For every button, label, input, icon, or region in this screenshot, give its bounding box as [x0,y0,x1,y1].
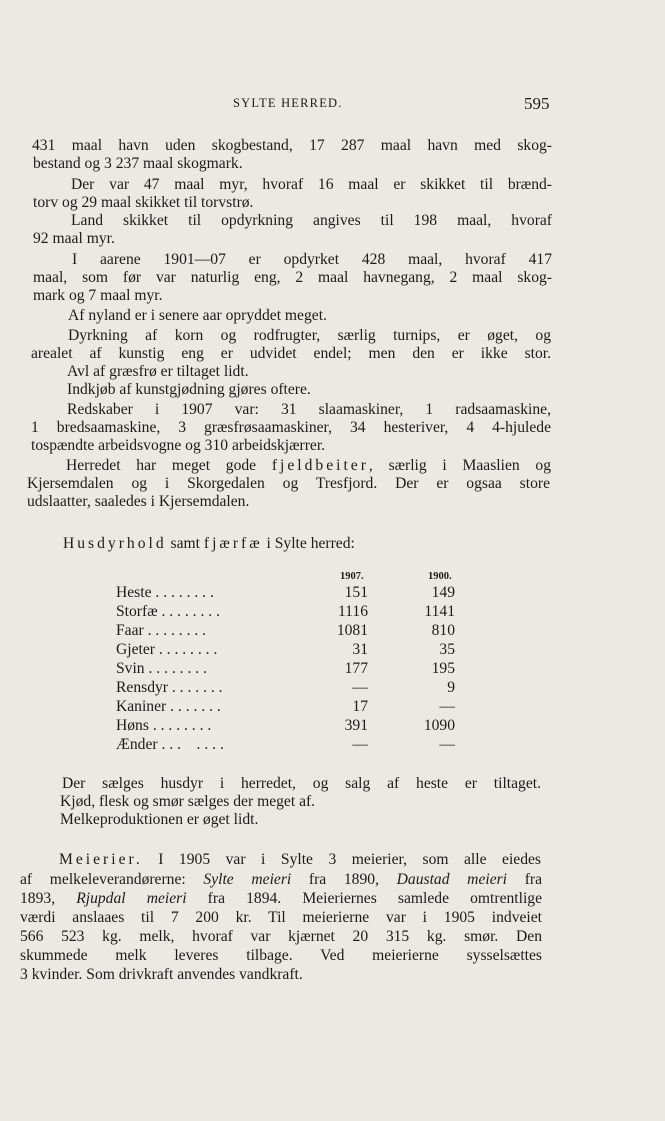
value-1907: 1081 [336,622,368,639]
value-1907: — [352,679,368,696]
value-1900: — [439,698,455,715]
text-line: Dyrkning af korn og rodfrugter, særlig turnips, er øget, og [68,327,551,344]
value-1907: — [352,736,368,753]
text-line: mark og 7 maal myr. [33,287,163,304]
value-1900: 9 [447,679,455,696]
text-line: Indkjøb af kunstgjødning gjøres oftere. [67,381,311,398]
value-1907: 151 [344,584,368,601]
row-label: Ænder . . . . . . . [116,736,224,753]
text-line: torv og 29 maal skikket til torvstrø. [33,194,254,211]
text-line: Meierier. I 1905 var i Sylte 3 meierier, som alle eiedes [59,851,541,868]
column-header-1900: 1900. [428,571,452,582]
row-label: Heste . . . . . . . . [116,584,214,601]
text-line: værdi anslaaes til 7 200 kr. Til meierierne var i 1905 indveiet [20,909,542,926]
row-label: Rensdyr . . . . . . . [116,679,223,696]
value-1900: 149 [431,584,455,601]
value-1907: 1116 [337,603,368,620]
text-line: Kjersemdalen og i Skorgedalen og Tresfjord. Der er ogsaa store [27,475,550,492]
text-line: skummede melk leveres tilbage. Ved meierierne sysselsættes [20,947,542,964]
value-1900: — [439,736,455,753]
text-line: 566 523 kg. melk, hvoraf var kjærnet 20 315 kg. smør. Den [20,928,542,945]
value-1900: 1141 [424,603,455,620]
text-line: Herredet har meget gode fjeldbeiter, særlig i Maaslien og [66,457,551,474]
text-line: I aarene 1901—07 er opdyrket 428 maal, hvoraf 417 [72,251,552,268]
text-line: Der var 47 maal myr, hvoraf 16 maal er skikket til brænd- [71,176,552,193]
row-label: Kaniner . . . . . . . [116,698,221,715]
text-line: Land skikket til opdyrkning angives til 198 maal, hvoraf [71,212,552,229]
text-line: arealet af kunstig eng er udvidet endel; men den er ikke stor. [31,345,551,362]
page-number: 595 [524,94,550,113]
value-1907: 177 [344,660,368,677]
text-line: udslaatter, saaledes i Kjersemdalen. [27,493,250,510]
text-line: 1893, Rjupdal meieri fra 1894. Meieriernes samlede omtrentlige [20,890,543,907]
column-header-1907: 1907. [340,571,364,582]
spaced-term: Meierier. [59,851,143,868]
text-line: Af nyland er i senere aar opryddet meget. [68,307,327,324]
text-line: Redskaber i 1907 var: 31 slaamaskiner, 1 radsaamaskine, [67,401,551,418]
text-line: Melkeproduktionen er øget lidt. [60,811,259,828]
value-1907: 31 [352,641,368,658]
text-line: Der sælges husdyr i herredet, og salg af heste er tiltaget. [62,775,541,792]
running-head: SYLTE HERRED. [233,96,343,110]
value-1900: 1090 [423,717,455,734]
text-line: af melkeleverandørerne: Sylte meieri fra 1890, Daustad meieri fra [20,871,542,888]
row-label: Storfæ . . . . . . . . [116,603,220,620]
value-1900: 195 [431,660,455,677]
text-line: maal, som før var naturlig eng, 2 maal havnegang, 2 maal skog- [33,269,552,286]
text-line: Kjød, flesk og smør sælges der meget af. [60,793,316,810]
text-line: 1 bredsaamaskine, 3 græsfrøsaamaskiner, 34 hesteriver, 4 4-hjulede [31,419,551,436]
row-label: Faar . . . . . . . . [116,622,207,639]
row-label: Svin . . . . . . . . [116,660,207,677]
value-1900: 810 [431,622,455,639]
text-line: 3 kvinder. Som drivkraft anvendes vandkraft. [20,966,303,983]
table-caption: Husdyrhold samt fjærfæ i Sylte herred: [63,535,355,552]
row-label: Høns . . . . . . . . [116,717,212,734]
value-1907: 17 [352,698,368,715]
text-line: bestand og 3 237 maal skogmark. [33,155,243,172]
value-1907: 391 [344,717,368,734]
value-1900: 35 [439,641,455,658]
text-line: 431 maal havn uden skogbestand, 17 287 maal havn med skog- [32,137,552,154]
text-line: Avl af græsfrø er tiltaget lidt. [67,363,249,380]
spaced-term: fjeldbeiter [271,457,369,474]
text-line: 92 maal myr. [33,230,115,247]
text-line: tospændte arbeidsvogne og 310 arbeidskjærrer. [31,437,326,454]
row-label: Gjeter . . . . . . . . [116,641,218,658]
